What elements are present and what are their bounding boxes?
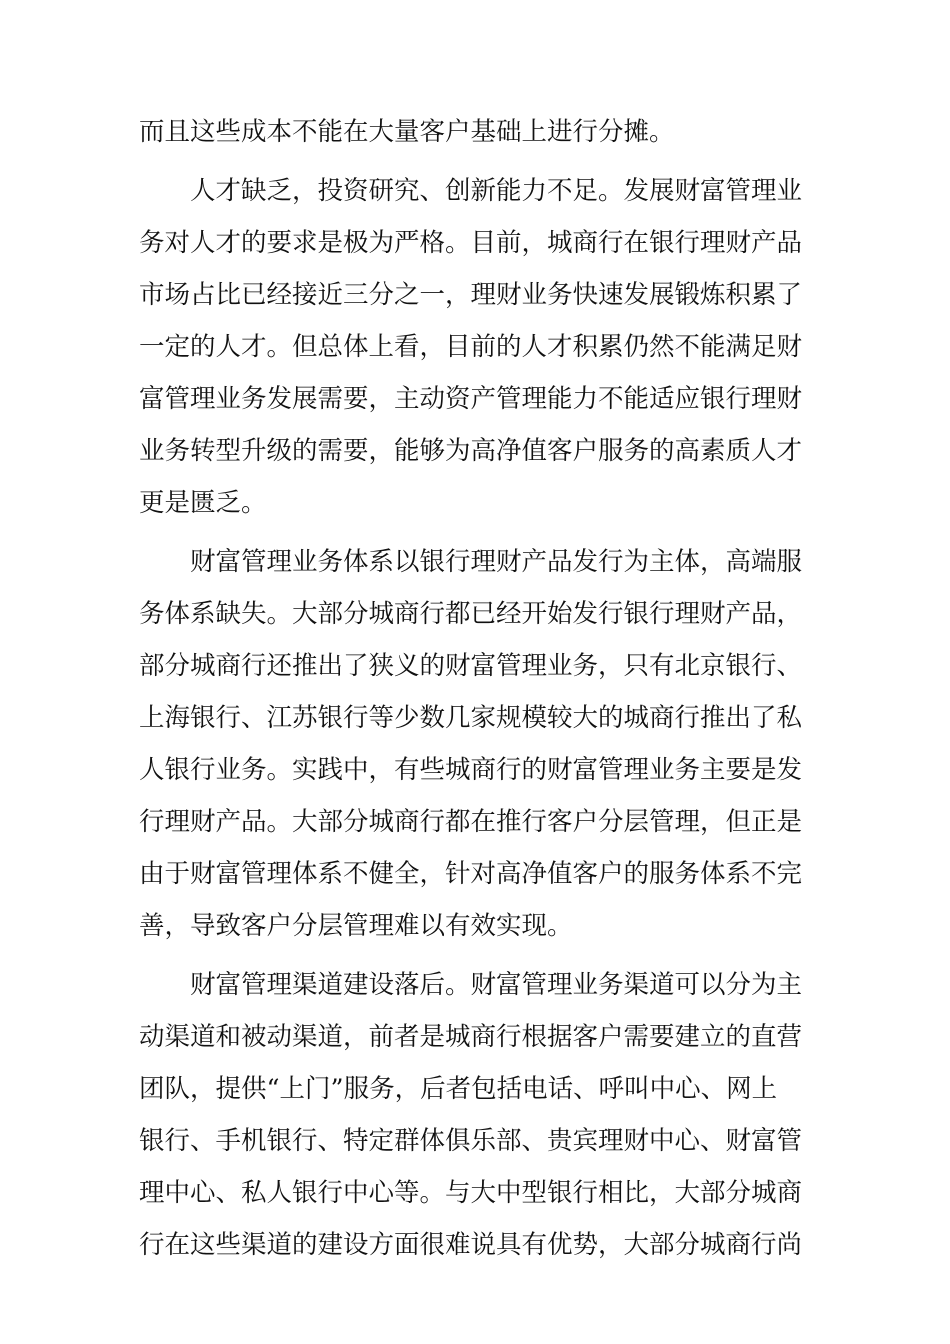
text-line: 动渠道和被动渠道，前者是城商行根据客户需要建立的直营 bbox=[139, 1022, 803, 1052]
text-line: 一定的人才。但总体上看，目前的人才积累仍然不能满足财 bbox=[139, 332, 803, 362]
text-line: 人银行业务。实践中，有些城商行的财富管理业务主要是发 bbox=[139, 755, 803, 785]
text-line: 人才缺乏，投资研究、创新能力不足。发展财富管理业 bbox=[139, 176, 803, 206]
text-line: 行在这些渠道的建设方面很难说具有优势，大部分城商行尚 bbox=[139, 1230, 803, 1260]
text-line: 而且这些成本不能在大量客户基础上进行分摊。 bbox=[139, 117, 675, 147]
text-line: 更是匮乏。 bbox=[139, 488, 267, 518]
text-line: 富管理业务发展需要，主动资产管理能力不能适应银行理财 bbox=[139, 384, 803, 414]
text-line: 财富管理业务体系以银行理财产品发行为主体，高端服 bbox=[139, 547, 803, 577]
text-line: 业务转型升级的需要，能够为高净值客户服务的高素质人才 bbox=[139, 436, 803, 466]
text-line: 团队，提供“上门”服务，后者包括电话、呼叫中心、网上 bbox=[139, 1074, 778, 1104]
text-line: 上海银行、江苏银行等少数几家规模较大的城商行推出了私 bbox=[139, 703, 803, 733]
text-line: 市场占比已经接近三分之一，理财业务快速发展锻炼积累了 bbox=[139, 280, 803, 310]
text-line: 部分城商行还推出了狭义的财富管理业务，只有北京银行、 bbox=[139, 651, 803, 681]
text-line: 银行、手机银行、特定群体俱乐部、贵宾理财中心、财富管 bbox=[139, 1126, 803, 1156]
text-line: 由于财富管理体系不健全，针对高净值客户的服务体系不完 bbox=[139, 859, 803, 889]
text-line: 行理财产品。大部分城商行都在推行客户分层管理，但正是 bbox=[139, 807, 803, 837]
text-line: 务体系缺失。大部分城商行都已经开始发行银行理财产品， bbox=[139, 599, 803, 629]
text-line: 务对人才的要求是极为严格。目前，城商行在银行理财产品 bbox=[139, 228, 803, 258]
body-text bbox=[139, 106, 803, 1271]
text-line: 财富管理渠道建设落后。财富管理业务渠道可以分为主 bbox=[139, 970, 803, 1000]
text-line: 善，导致客户分层管理难以有效实现。 bbox=[139, 911, 573, 941]
text-line: 理中心、私人银行中心等。与大中型银行相比，大部分城商 bbox=[139, 1178, 803, 1208]
